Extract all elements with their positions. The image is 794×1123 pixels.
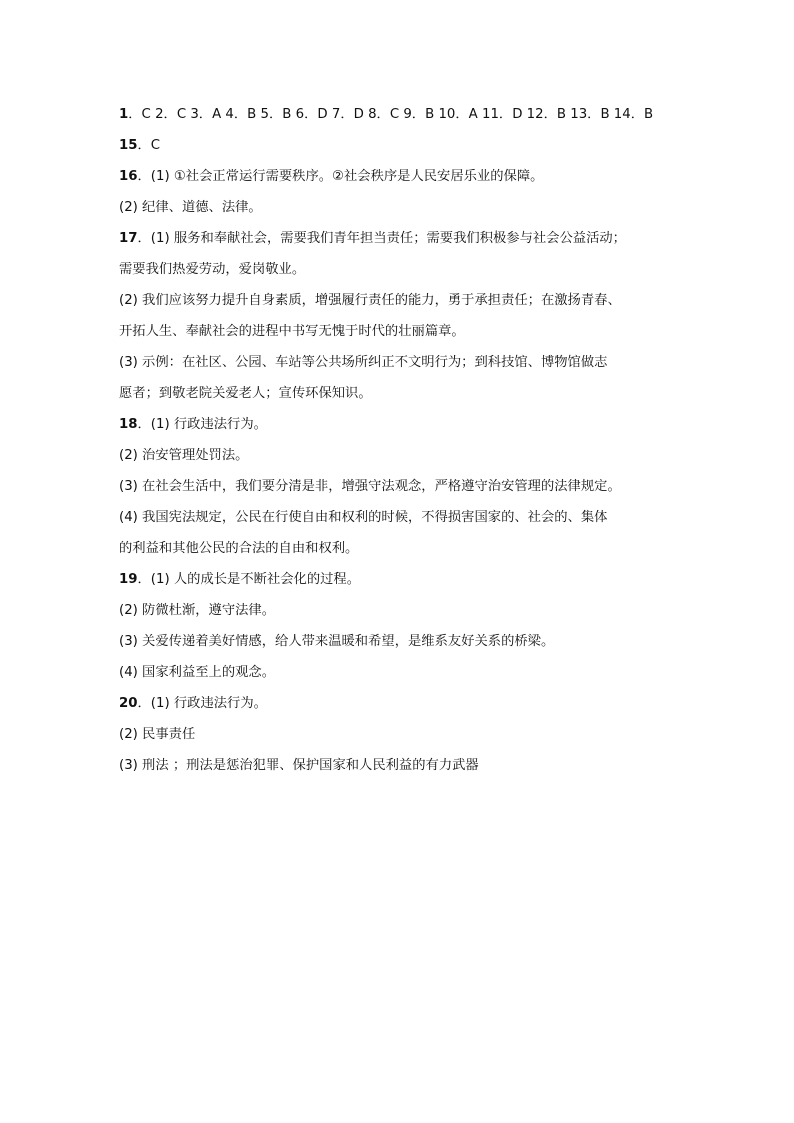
answer-line bbox=[119, 688, 679, 719]
answer-line bbox=[119, 161, 679, 192]
answer-line bbox=[119, 223, 679, 254]
question-number: 18 bbox=[119, 417, 138, 432]
answer-line bbox=[119, 409, 679, 440]
answer-line bbox=[119, 130, 679, 161]
question-number: 19 bbox=[119, 572, 138, 587]
answer-line bbox=[119, 626, 679, 657]
answer-line bbox=[119, 347, 679, 378]
answer-line bbox=[119, 192, 679, 223]
answer-line bbox=[119, 657, 679, 688]
answer-text: ．(1) 行政违法行为。 bbox=[137, 417, 267, 432]
answer-text: 开拓人生、奉献社会的进程中书写无愧于时代的壮丽篇章。 bbox=[119, 324, 465, 339]
answer-line bbox=[119, 719, 679, 750]
answer-line bbox=[119, 316, 679, 347]
answer-line bbox=[119, 440, 679, 471]
answer-line bbox=[119, 595, 679, 626]
answer-text: ．C bbox=[137, 138, 161, 153]
answer-line bbox=[119, 254, 679, 285]
answer-text: (3) 示例：在社区、公园、车站等公共场所纠正不文明行为；到科技馆、博物馆做志 bbox=[119, 355, 608, 370]
answer-line bbox=[119, 99, 679, 130]
question-number: 20 bbox=[119, 696, 138, 711]
answer-text: (2) 民事责任 bbox=[119, 727, 196, 742]
answer-text: (4) 国家利益至上的观念。 bbox=[119, 665, 276, 680]
answer-text: ．(1) 人的成长是不断社会化的过程。 bbox=[137, 572, 361, 587]
answer-text: ．(1) 服务和奉献社会，需要我们青年担当责任；需要我们积极参与社会公益活动； bbox=[137, 231, 626, 246]
answer-text: (2) 纪律、道德、法律。 bbox=[119, 200, 262, 215]
answer-text: (2) 我们应该努力提升自身素质，增强履行责任的能力，勇于承担责任；在激扬青春、 bbox=[119, 293, 621, 308]
answer-line bbox=[119, 564, 679, 595]
question-number: 15 bbox=[119, 138, 138, 153]
answer-line bbox=[119, 750, 679, 781]
answer-text: ．C 2．C 3．A 4．B 5．B 6．D 7．D 8．C 9．B 10．A 11．D 12．B 13．B 14．B bbox=[128, 107, 654, 122]
answer-text: 愿者；到敬老院关爱老人；宣传环保知识。 bbox=[119, 386, 372, 401]
question-number: 1 bbox=[119, 107, 129, 122]
answer-key-content bbox=[119, 99, 679, 781]
answer-line bbox=[119, 378, 679, 409]
answer-text: 的利益和其他公民的合法的自由和权利。 bbox=[119, 541, 359, 556]
answer-text: (3) 刑法 ；刑法是惩治犯罪、保护国家和人民利益的有力武器 bbox=[119, 758, 479, 773]
answer-line bbox=[119, 502, 679, 533]
answer-text: 需要我们热爱劳动，爱岗敬业。 bbox=[119, 262, 306, 277]
answer-text: (3) 关爱传递着美好情感，给人带来温暖和希望，是维系友好关系的桥梁。 bbox=[119, 634, 555, 649]
question-number: 16 bbox=[119, 169, 138, 184]
answer-text: (4) 我国宪法规定，公民在行使自由和权利的时候，不得损害国家的、社会的、集体 bbox=[119, 510, 608, 525]
answer-text: (3) 在社会生活中，我们要分清是非，增强守法观念，严格遵守治安管理的法律规定。 bbox=[119, 479, 621, 494]
answer-line bbox=[119, 533, 679, 564]
answer-text: ．(1) ①社会正常运行需要秩序。②社会秩序是人民安居乐业的保障。 bbox=[137, 169, 544, 184]
answer-text: (2) 治安管理处罚法。 bbox=[119, 448, 249, 463]
answer-text: ．(1) 行政违法行为。 bbox=[137, 696, 267, 711]
question-number: 17 bbox=[119, 231, 138, 246]
answer-line bbox=[119, 285, 679, 316]
answer-text: (2) 防微杜渐，遵守法律。 bbox=[119, 603, 276, 618]
answer-line bbox=[119, 471, 679, 502]
